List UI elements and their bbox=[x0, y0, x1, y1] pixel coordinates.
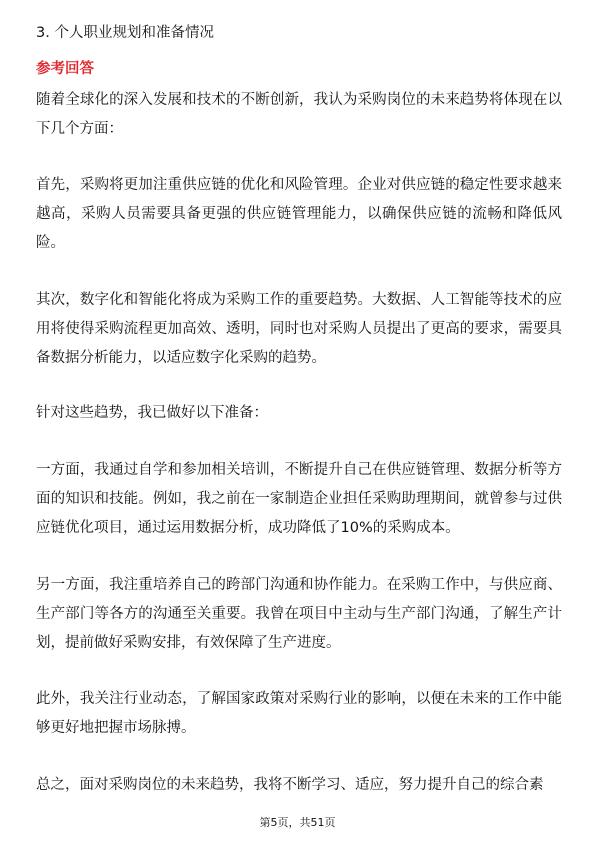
paragraph-line: 另一方面，我注重培养自己的跨部门沟通和协作能力。在采购工作中，与供应商、 bbox=[36, 577, 562, 593]
paragraph-line: 面的知识和技能。例如，我之前在一家制造企业担任采购助理期间，就曾参与过供 bbox=[36, 491, 562, 507]
paragraph-line: 用将使得采购流程更加高效、透明，同时也对采购人员提出了更高的要求，需要具 bbox=[36, 321, 562, 337]
paragraph-second bbox=[36, 286, 562, 373]
paragraph-line: 险。 bbox=[36, 235, 65, 251]
paragraph-conclusion bbox=[36, 771, 562, 800]
paragraph-additionally bbox=[36, 685, 562, 743]
paragraph-intro bbox=[36, 86, 562, 144]
section-heading: 3. 个人职业规划和准备情况 bbox=[36, 25, 214, 41]
answer-label: 参考回答 bbox=[36, 61, 94, 77]
paragraph-one-hand bbox=[36, 456, 562, 543]
page-number: 第5页，共51页 bbox=[259, 816, 336, 829]
paragraph-line: 首先，采购将更加注重供应链的优化和风险管理。企业对供应链的稳定性要求越来 bbox=[36, 177, 562, 193]
paragraph-line: 备数据分析能力，以适应数字化采购的趋势。 bbox=[36, 350, 326, 366]
paragraph-line: 应链优化项目，通过运用数据分析，成功降低了10%的采购成本。 bbox=[36, 520, 460, 536]
paragraph-line: 其次，数字化和智能化将成为采购工作的重要趋势。大数据、人工智能等技术的应 bbox=[36, 292, 562, 308]
paragraph-line: 随着全球化的深入发展和技术的不断创新，我认为采购岗位的未来趋势将体现在以 bbox=[36, 92, 562, 108]
paragraph-line: 够更好地把握市场脉搏。 bbox=[36, 720, 196, 736]
paragraph-line: 针对这些趋势，我已做好以下准备： bbox=[36, 405, 268, 421]
paragraph-line: 生产部门等各方的沟通至关重要。我曾在项目中主动与生产部门沟通，了解生产计 bbox=[36, 606, 562, 622]
paragraph-line: 总之，面对采购岗位的未来趋势，我将不断学习、适应，努力提升自己的综合素 bbox=[36, 777, 544, 793]
paragraph-other-hand bbox=[36, 571, 562, 658]
paragraph-line: 此外，我关注行业动态，了解国家政策对采购行业的影响，以便在未来的工作中能 bbox=[36, 691, 562, 707]
paragraph-line: 划，提前做好采购安排，有效保障了生产进度。 bbox=[36, 635, 341, 651]
paragraph-line: 越高，采购人员需要具备更强的供应链管理能力，以确保供应链的流畅和降低风 bbox=[36, 206, 562, 222]
paragraph-first bbox=[36, 171, 562, 258]
paragraph-preparation-intro bbox=[36, 399, 562, 428]
paragraph-line: 下几个方面： bbox=[36, 121, 123, 137]
paragraph-line: 一方面，我通过自学和参加相关培训，不断提升自己在供应链管理、数据分析等方 bbox=[36, 462, 562, 478]
